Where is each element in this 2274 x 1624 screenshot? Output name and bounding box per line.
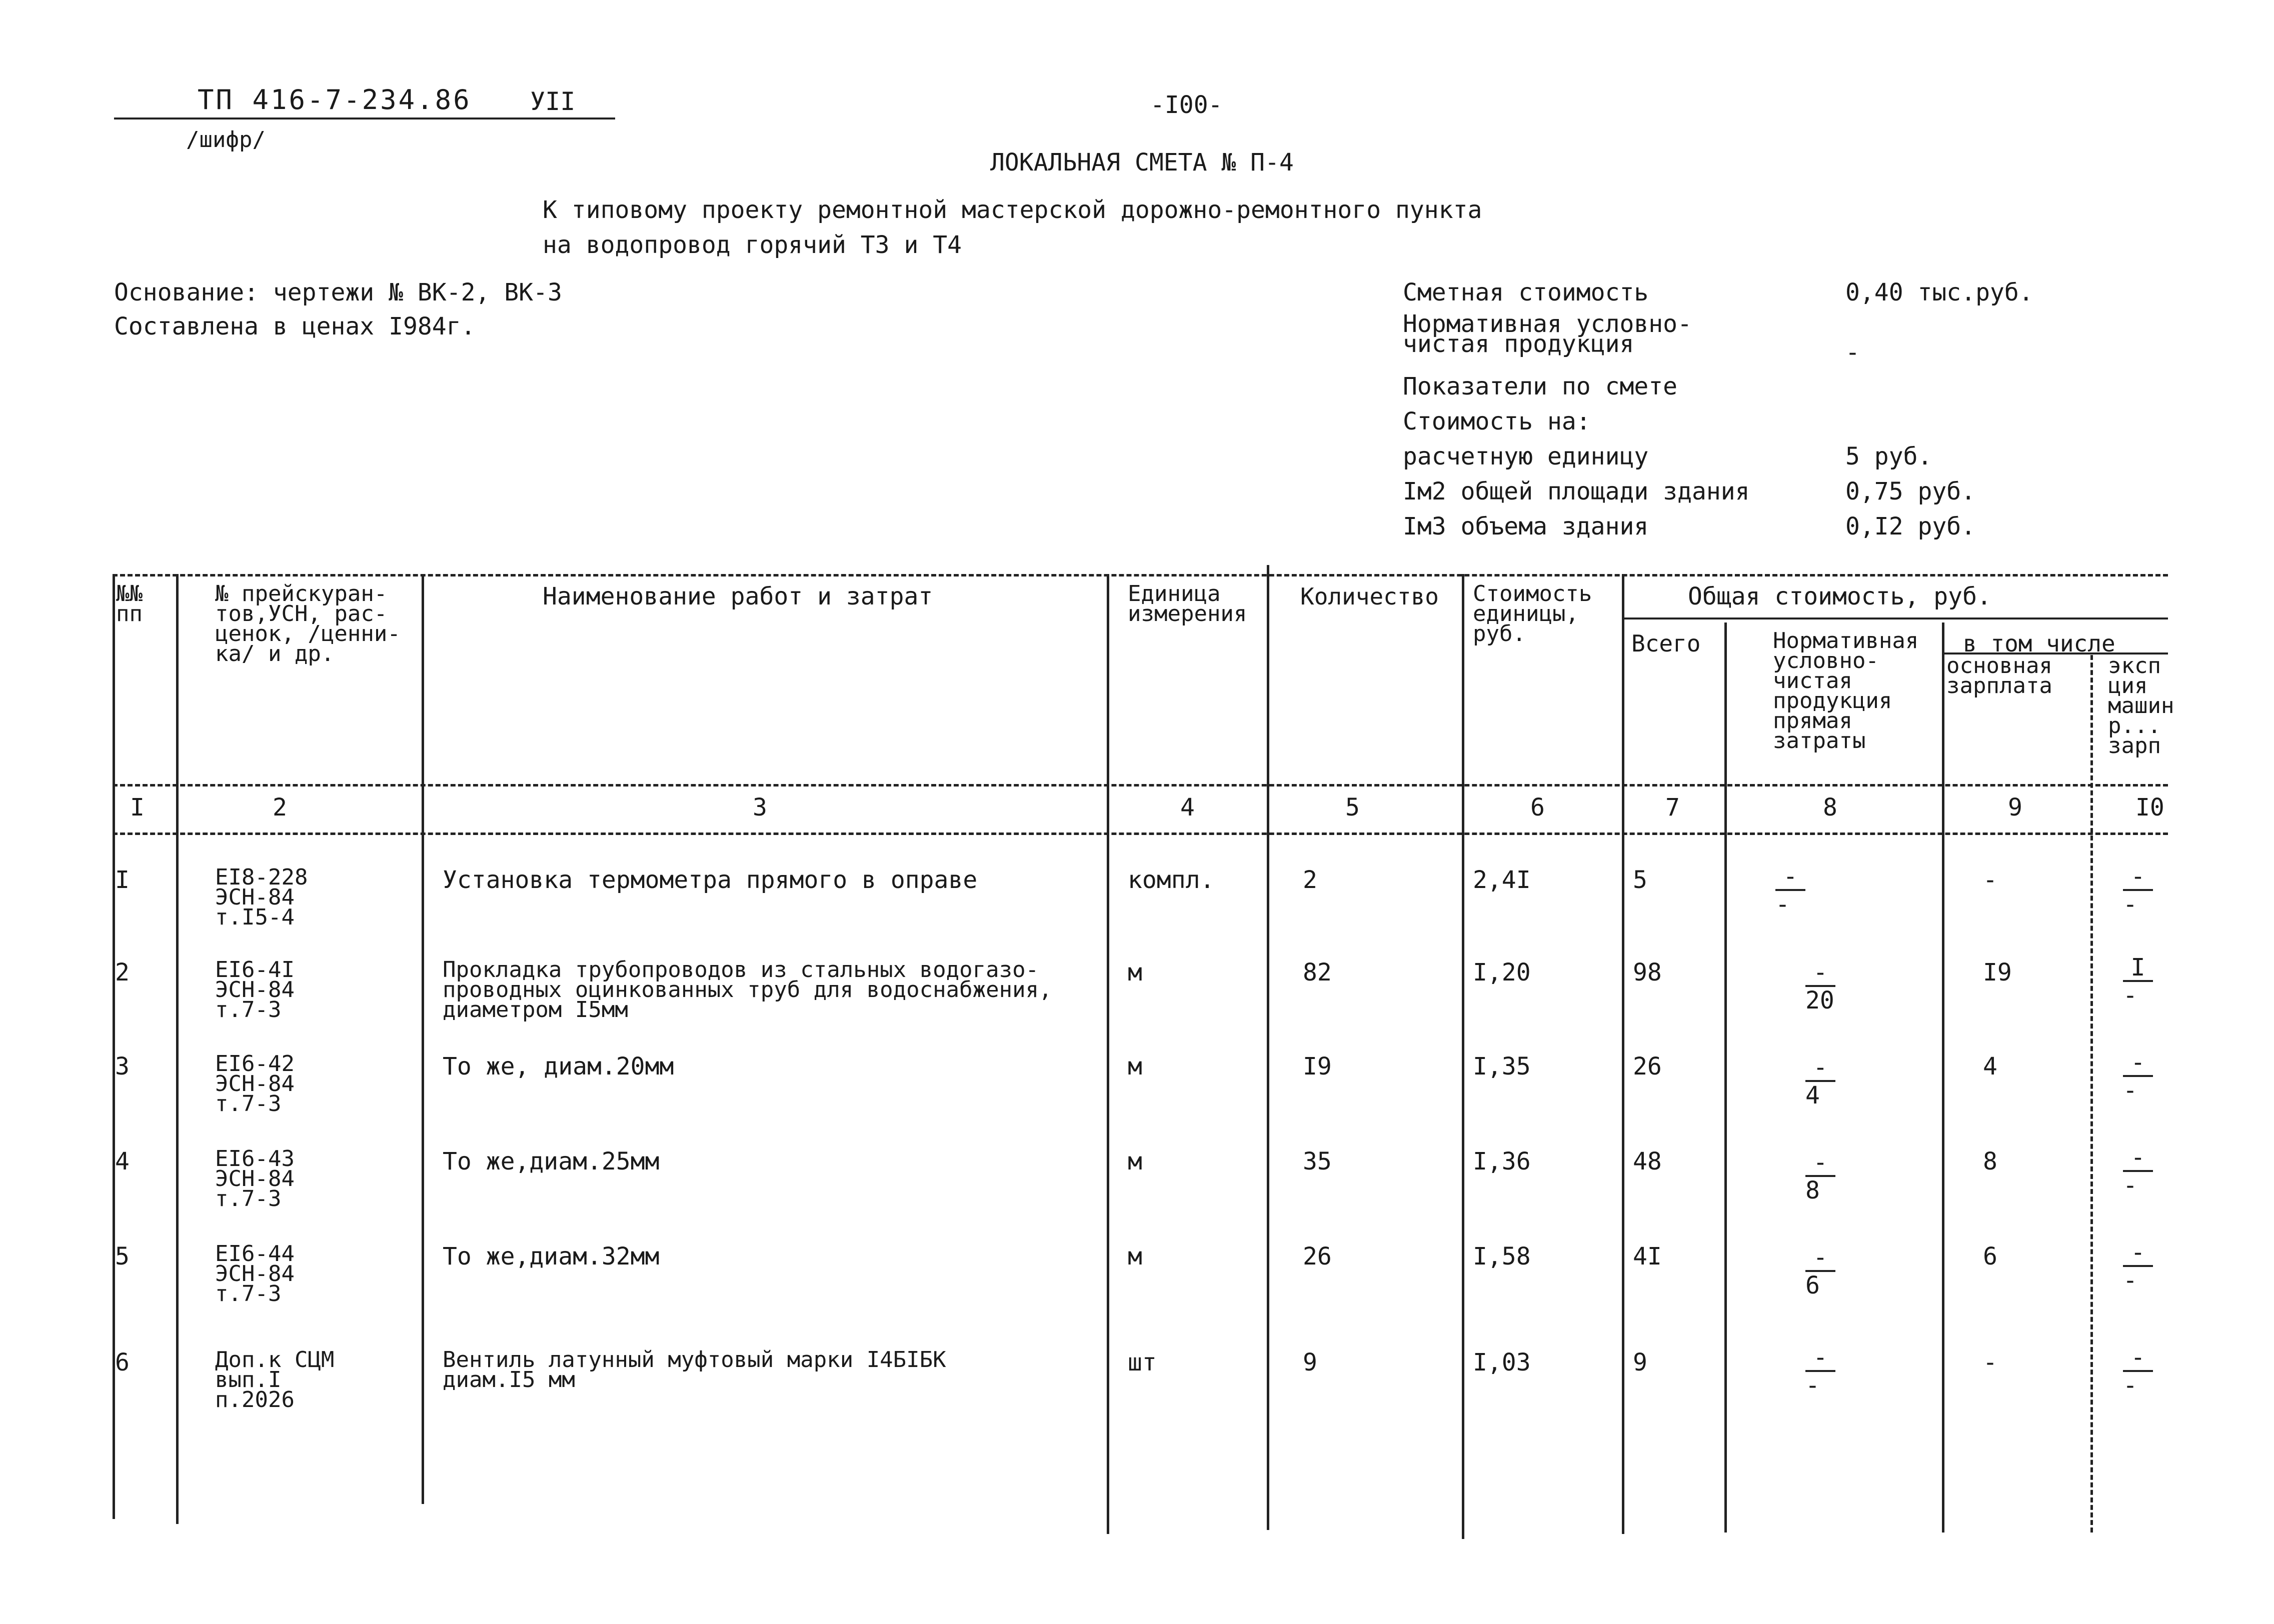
col-number-8: 8 (1823, 794, 1837, 822)
row-num: 3 (115, 1052, 130, 1080)
row-normative (1805, 1244, 1835, 1300)
col-number-6: 6 (1530, 794, 1545, 822)
header-total: Всего (1631, 630, 1701, 657)
row-normative-top: - (1805, 1150, 1835, 1177)
row-normative (1775, 864, 1805, 916)
row-num: 6 (115, 1348, 130, 1376)
row-normative-top: - (1805, 1245, 1835, 1272)
row-total: 4I (1633, 1242, 1662, 1270)
row-exploit (2123, 1344, 2153, 1400)
row-code: EI8-228 ЭСН-84 т.I5-4 (215, 864, 308, 930)
row-total: 98 (1633, 958, 1662, 986)
row-normative (1805, 1150, 1835, 1202)
row-code: EI6-42 ЭСН-84 т.7-3 (215, 1051, 295, 1116)
row-salary: I9 (1983, 958, 2012, 986)
row-normative-top: - (1805, 960, 1835, 987)
cost-on-label: Стоимость на: (1403, 408, 1591, 436)
row-price: I,36 (1473, 1148, 1531, 1176)
row-normative-top: - (1805, 1055, 1835, 1082)
header-bottom-border (113, 784, 2168, 786)
row-total: 48 (1633, 1148, 1662, 1176)
header-normative: Нормативная условно- чистая продукция прямая затраты (1773, 628, 1919, 754)
row-exploit (2123, 1050, 2153, 1102)
row-normative-bottom: 8 (1805, 1176, 1820, 1204)
col-number-2: 2 (273, 794, 287, 822)
row-exploit-top: - (2123, 1240, 2153, 1267)
document-code-suffix: УII (530, 87, 576, 116)
row-qty: I9 (1303, 1052, 1332, 1080)
row-exploit-bottom: - (2123, 982, 2137, 1010)
row-exploit-bottom: - (2123, 890, 2137, 918)
header-num: №№ пп (116, 581, 143, 626)
row-num: 4 (115, 1148, 130, 1176)
row-salary: 4 (1983, 1052, 1997, 1080)
row-normative-bottom: 20 (1805, 986, 1834, 1014)
row-normative-bottom: 4 (1805, 1082, 1820, 1110)
row-normative (1805, 1344, 1835, 1400)
row-exploit-bottom: - (2123, 1372, 2137, 1400)
col-number-4: 4 (1180, 794, 1195, 822)
subtitle-line-2: на водопровод горячий Т3 и Т4 (543, 231, 962, 259)
col-border-5 (1462, 574, 1464, 1539)
col-border-7 (1724, 622, 1727, 1532)
area-cost-label: Iм2 общей площади здания (1403, 478, 1750, 506)
col-border-0 (113, 574, 115, 1519)
row-num: 2 (115, 958, 130, 986)
row-qty: 2 (1303, 866, 1317, 894)
row-name: То же,диам.25мм (443, 1148, 660, 1176)
row-unit: м (1128, 958, 1142, 986)
header-total-group: Общая стоимость, руб. (1688, 582, 1991, 610)
row-normative-bottom: - (1775, 890, 1790, 918)
unit-cost-value: 5 руб. (1845, 442, 1932, 470)
row-code: EI6-43 ЭСН-84 т.7-3 (215, 1146, 295, 1212)
row-name: То же,диам.32мм (443, 1242, 660, 1270)
subtitle-line-1: К типовому проекту ремонтной мастерской дорожно-ремонтного пункта (543, 196, 1482, 224)
row-code: EI6-44 ЭСН-84 т.7-3 (215, 1241, 295, 1306)
table-top-border (113, 574, 2168, 576)
volume-cost-label: Iм3 объема здания (1403, 512, 1649, 540)
row-unit: м (1128, 1148, 1142, 1176)
row-exploit-bottom: - (2123, 1266, 2137, 1294)
basis-text: Основание: чертежи № ВК-2, ВК-3 (114, 278, 562, 306)
normative-label: Нормативная условно- чистая продукция (1403, 310, 1692, 358)
col-number-9: 9 (2008, 794, 2022, 822)
row-name: Вентиль латунный муфтовый марки I4БIБК диам.I5 мм (443, 1347, 946, 1392)
row-salary: - (1983, 1348, 1997, 1376)
row-exploit-top: - (2123, 1050, 2153, 1077)
area-cost-value: 0,75 руб. (1845, 478, 1976, 506)
row-unit: компл. (1128, 866, 1215, 894)
col-number-3: 3 (753, 794, 767, 822)
row-unit: м (1128, 1242, 1142, 1270)
document-title: ЛОКАЛЬНАЯ СМЕТА № П-4 (990, 148, 1294, 176)
header-name: Наименование работ и затрат (543, 582, 933, 610)
row-total: 26 (1633, 1052, 1662, 1080)
row-normative-top: - (1775, 864, 1805, 891)
row-salary: - (1983, 866, 1997, 894)
row-unit: м (1128, 1052, 1142, 1080)
row-num: I (115, 866, 130, 894)
col-border-4 (1267, 565, 1269, 1530)
col-border-9 (2090, 655, 2093, 1532)
row-exploit-top: - (2123, 864, 2153, 891)
row-total: 5 (1633, 866, 1647, 894)
header-qty: Количество (1300, 583, 1439, 610)
row-name: Прокладка трубопроводов из стальных водогазо- проводных оцинкованных труб для водоснабжения, диаметром I5мм (443, 957, 1052, 1022)
header-unit-cost: Стоимость единицы, руб. (1473, 581, 1592, 646)
row-price: 2,4I (1473, 866, 1531, 894)
row-price: I,03 (1473, 1348, 1531, 1376)
row-qty: 35 (1303, 1148, 1332, 1176)
header-exploit: эксп ция машин р... зарп (2108, 653, 2174, 758)
code-underline (114, 118, 615, 120)
row-name: То же, диам.20мм (443, 1052, 674, 1080)
col-border-1 (176, 574, 179, 1524)
row-exploit-top: I (2123, 955, 2153, 982)
row-qty: 82 (1303, 958, 1332, 986)
cipher-label: /шифр/ (186, 127, 266, 152)
row-normative (1805, 1054, 1835, 1110)
indicators-label: Показатели по смете (1403, 372, 1678, 400)
row-qty: 9 (1303, 1348, 1317, 1376)
col-border-8 (1942, 622, 1944, 1532)
col-border-3 (1107, 574, 1109, 1534)
document-code: ТП 416-7-234.86 (198, 84, 472, 116)
total-group-underline (1623, 618, 2168, 620)
col-border-6 (1622, 574, 1624, 1534)
col-border-2 (422, 574, 424, 1504)
col-number-10: I0 (2135, 794, 2164, 822)
row-exploit (2123, 864, 2153, 916)
row-total: 9 (1633, 1348, 1647, 1376)
row-exploit-bottom: - (2123, 1076, 2137, 1104)
col-number-1: I (130, 794, 145, 822)
row-exploit (2123, 1240, 2153, 1292)
row-exploit-bottom: - (2123, 1172, 2137, 1200)
row-normative-bottom: 6 (1805, 1272, 1820, 1300)
col-number-7: 7 (1665, 794, 1680, 822)
row-salary: 6 (1983, 1242, 1997, 1270)
row-exploit (2123, 1144, 2153, 1200)
row-num: 5 (115, 1242, 130, 1270)
row-exploit-top: - (2123, 1345, 2153, 1372)
normative-value: - (1845, 338, 1860, 366)
header-unit: Единица измерения (1128, 581, 1247, 626)
col-number-5: 5 (1345, 794, 1360, 822)
row-code: EI6-4I ЭСН-84 т.7-3 (215, 957, 295, 1022)
row-exploit-top: - (2123, 1145, 2153, 1172)
row-unit: шт (1128, 1348, 1157, 1376)
row-salary: 8 (1983, 1148, 1997, 1176)
row-exploit (2123, 954, 2153, 1010)
unit-cost-label: расчетную единицу (1403, 442, 1649, 470)
row-qty: 26 (1303, 1242, 1332, 1270)
prices-text: Составлена в ценах I984г. (114, 312, 476, 340)
volume-cost-value: 0,I2 руб. (1845, 512, 1976, 540)
row-normative-bottom: - (1805, 1372, 1820, 1400)
row-price: I,20 (1473, 958, 1531, 986)
row-code: Доп.к СЦМ вып.I п.2026 (215, 1347, 335, 1412)
page-number: -I00- (1150, 91, 1223, 119)
estimated-cost-value: 0,40 тыс.руб. (1845, 278, 2033, 306)
estimated-cost-label: Сметная стоимость (1403, 278, 1649, 306)
header-code: № прейскуран- тов,УСН, рас- ценок, /ценни- ка/ и др. (215, 581, 401, 666)
col-numbers-bottom-border (113, 832, 2168, 835)
header-incl: в том числе (1963, 630, 2115, 657)
row-normative-top: - (1805, 1345, 1835, 1372)
row-name: Установка термометра прямого в оправе (443, 866, 978, 894)
row-normative (1805, 960, 1835, 1012)
row-price: I,58 (1473, 1242, 1531, 1270)
header-salary: основная зарплата (1946, 653, 2052, 698)
row-price: I,35 (1473, 1052, 1531, 1080)
